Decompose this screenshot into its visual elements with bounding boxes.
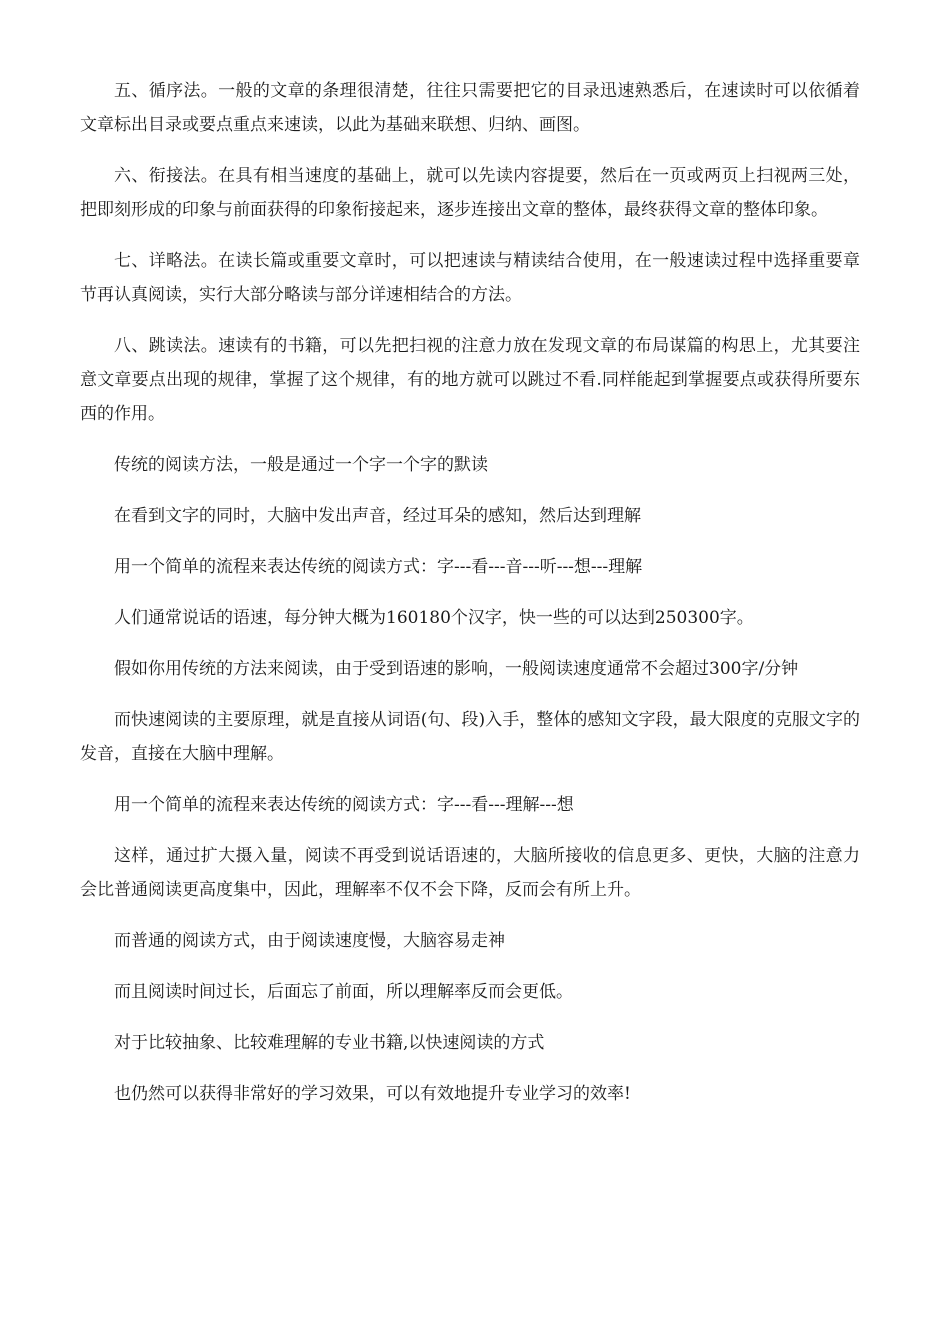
paragraph-professional-books: 对于比较抽象、比较难理解的专业书籍,以快速阅读的方式: [114, 1033, 545, 1053]
paragraph-method-7: 七、详略法。在读长篇或重要文章时，可以把速读与精读结合使用，在一般速读过程中选择重要章节再认真阅读，实行大部分略读与部分详速相结合的方法。: [80, 251, 860, 305]
paragraph-traditional-flow: 用一个简单的流程来表达传统的阅读方式：字---看---音---听---想---理解: [114, 557, 643, 577]
paragraph-speed-limit: 假如你用传统的方法来阅读，由于受到语速的影响，一般阅读速度通常不会超过300字/分钟: [114, 659, 799, 679]
paragraph-conclusion: 也仍然可以获得非常好的学习效果，可以有效地提升专业学习的效率!: [114, 1084, 631, 1104]
paragraph-forgetting: 而且阅读时间过长，后面忘了前面，所以理解率反而会更低。: [114, 982, 573, 1002]
paragraph-traditional-reading: 传统的阅读方法，一般是通过一个字一个字的默读: [114, 455, 488, 475]
paragraph-comprehension: 这样，通过扩大摄入量，阅读不再受到说话语速的，大脑所接收的信息更多、更快，大脑的注意力会比普通阅读更高度集中，因此，理解率不仅不会下降，反而会有所上升。: [80, 846, 860, 900]
paragraph-method-6: 六、衔接法。在具有相当速度的基础上，就可以先读内容提要，然后在一页或两页上扫视两三处，把即刻形成的印象与前面获得的印象衔接起来，逐步连接出文章的整体，最终获得文章的整体印象。: [80, 166, 860, 220]
paragraph-method-5: 五、循序法。一般的文章的条理很清楚，往往只需要把它的目录迅速熟悉后，在速读时可以依循着文章标出目录或要点重点来速读，以此为基础来联想、归纳、画图。: [80, 81, 860, 135]
paragraph-speech-rate: 人们通常说话的语速，每分钟大概为160180个汉字，快一些的可以达到250300字。: [114, 608, 754, 628]
paragraph-method-8: 八、跳读法。速读有的书籍，可以先把扫视的注意力放在发现文章的布局谋篇的构思上，尤其要注意文章要点出现的规律，掌握了这个规律，有的地方就可以跳过不看.同样能起到掌握要点或获得所要东西的作用。: [80, 336, 860, 424]
paragraph-fast-flow: 用一个简单的流程来表达传统的阅读方式：字---看---理解---想: [114, 795, 574, 815]
paragraph-subvocalization: 在看到文字的同时，大脑中发出声音，经过耳朵的感知，然后达到理解: [114, 506, 641, 526]
paragraph-speed-reading-principle: 而快速阅读的主要原理，就是直接从词语(句、段)入手，整体的感知文字段，最大限度的克服文字的发音，直接在大脑中理解。: [80, 710, 860, 764]
paragraph-distraction: 而普通的阅读方式，由于阅读速度慢，大脑容易走神: [114, 931, 505, 951]
document-body: [80, 74, 860, 1128]
